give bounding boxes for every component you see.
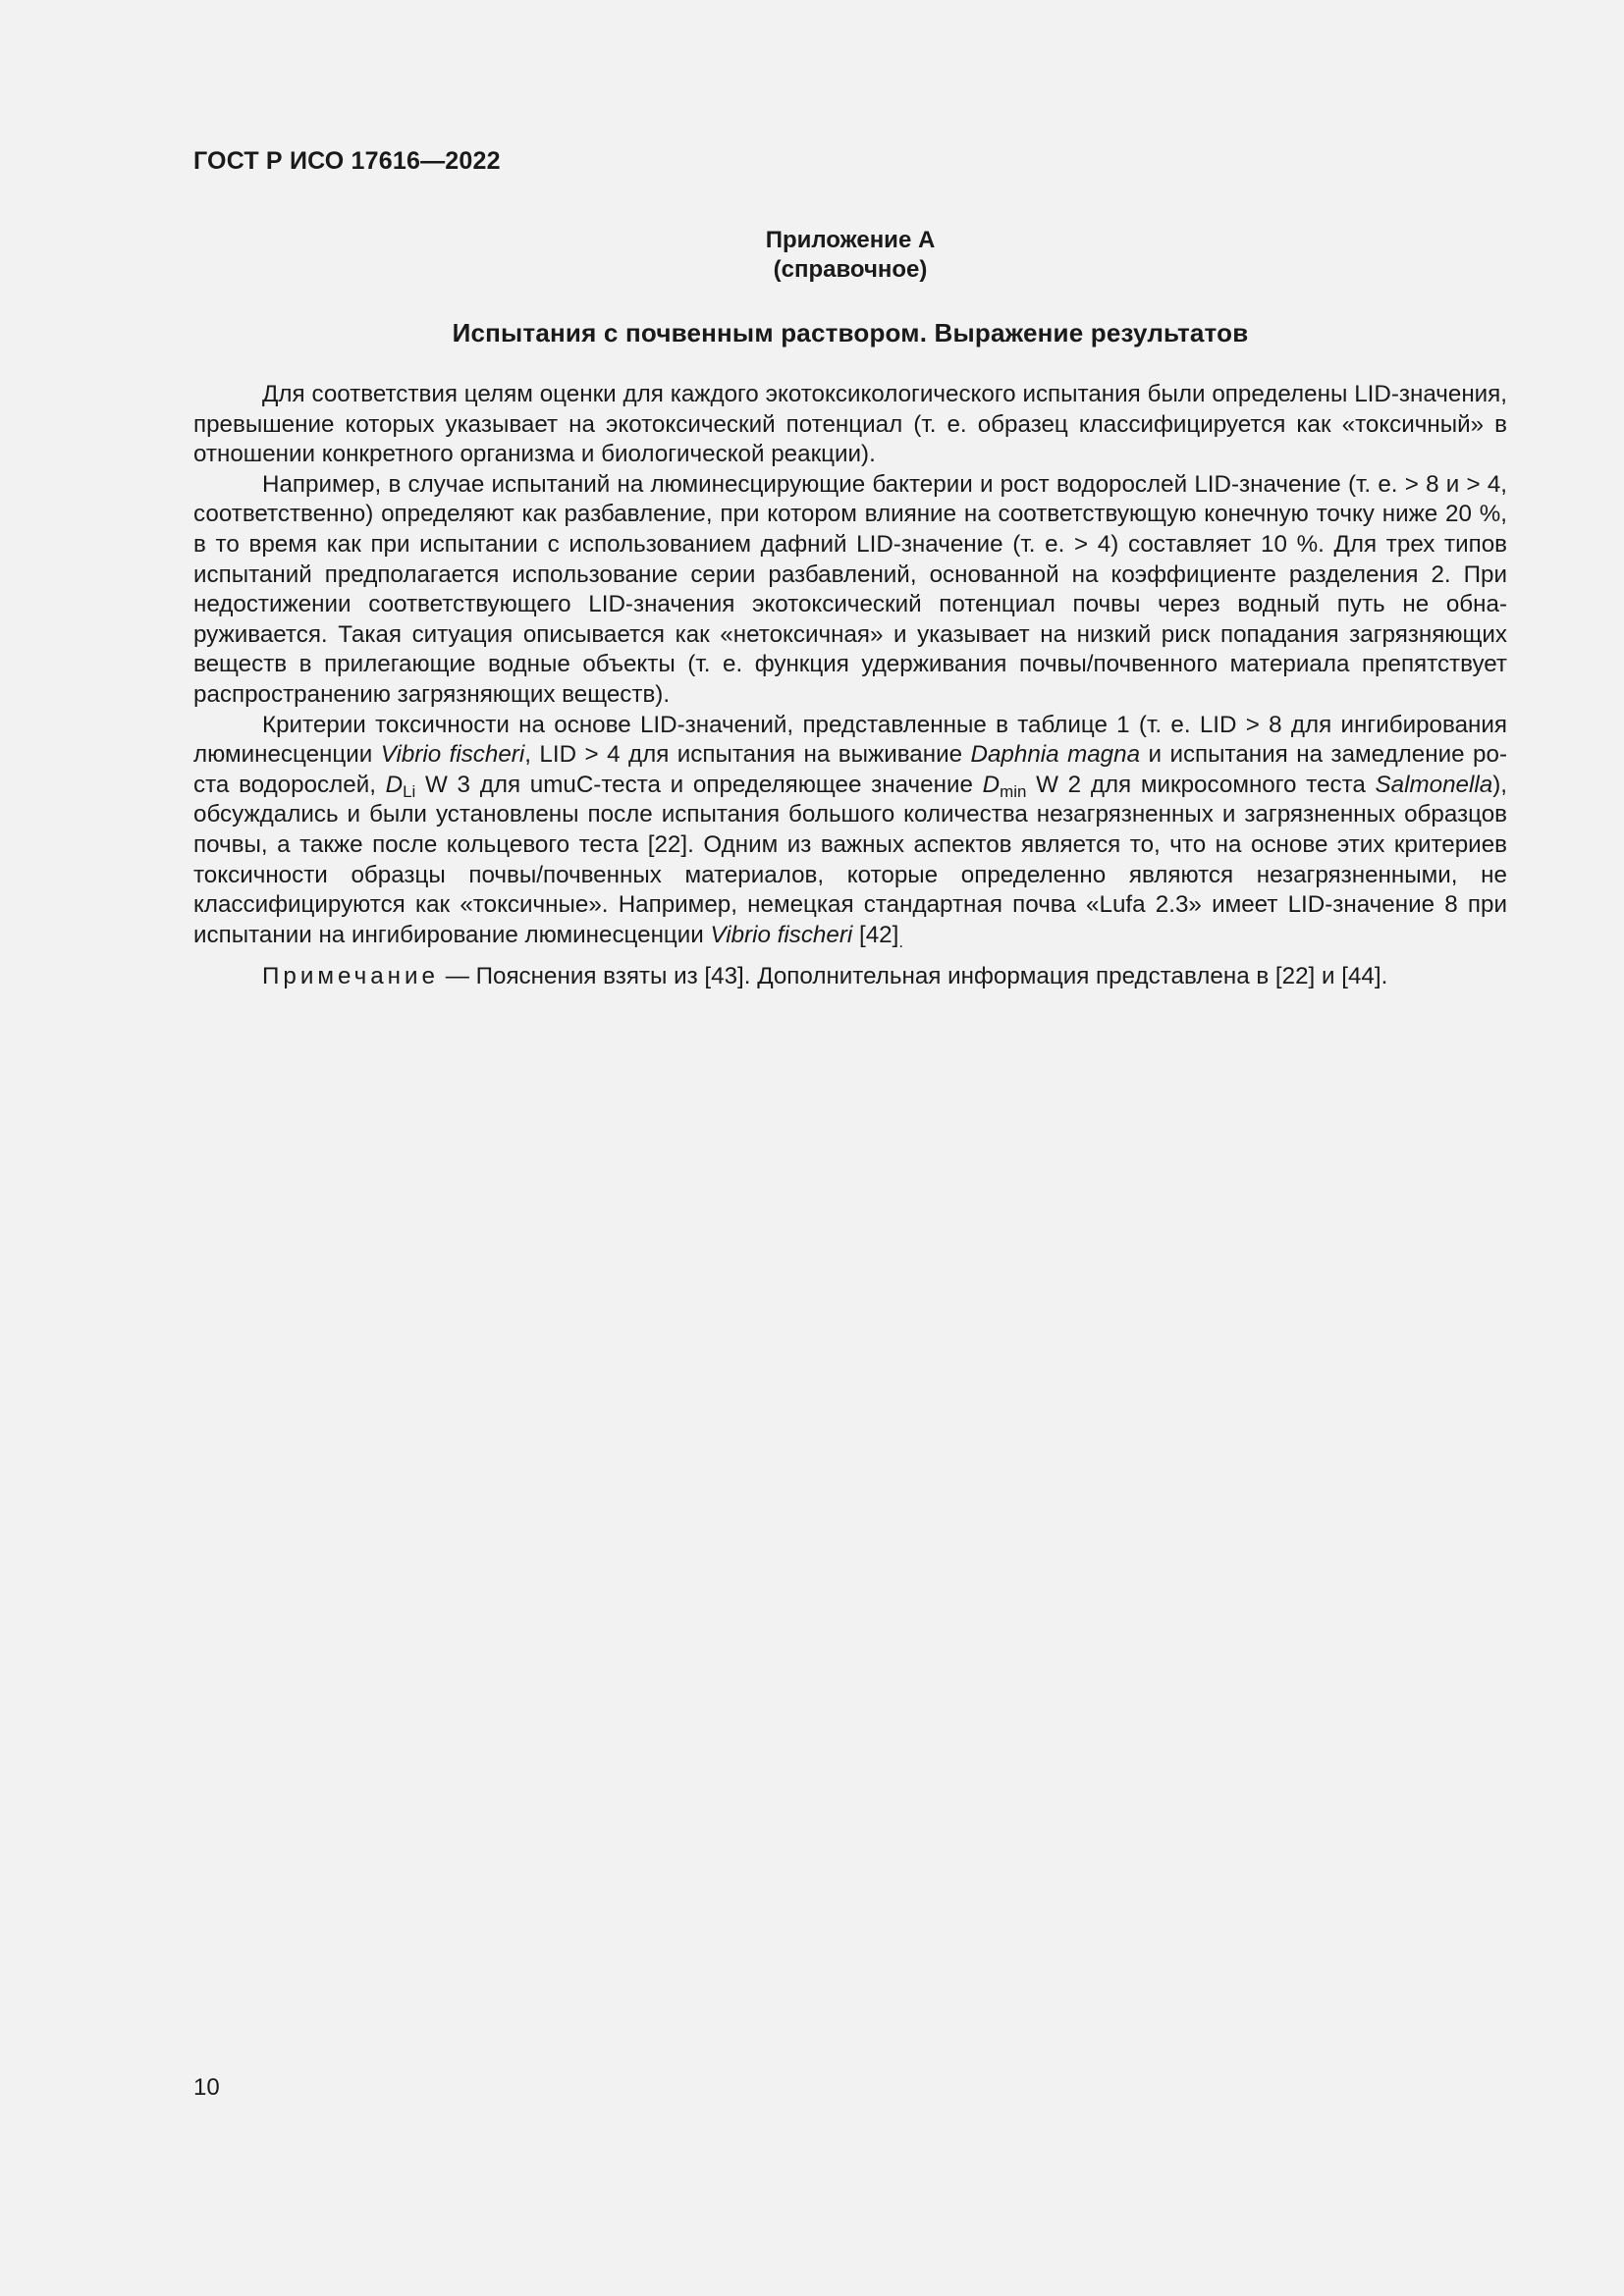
text-run: и испытания на замедление роста водорослей, [193,741,1507,798]
appendix-heading [193,226,1507,285]
body-text [193,380,1507,992]
species-name: Daphnia magna [970,741,1141,769]
text-run: Критерии токсичности на основе LID-значений, представленные в таблице 1 (т. е. LID > 8 для ингибирования люминесценции [193,711,1507,769]
species-name: Vibrio fischeri [380,741,525,769]
note [193,962,1507,992]
variable-symbol: D [982,771,1001,798]
document-code: ГОСТ Р ИСО 17616—2022 [193,147,501,175]
note-text: — Пояснения взяты из [43]. Дополнительная информация представлена в [22] и [44]. [439,963,1388,990]
species-name: Salmonella [1375,771,1493,798]
subscript-period: . [898,932,904,951]
section-title: Испытания с почвенным раствором. Выражение результатов [452,318,1249,347]
text-run: , LID > 4 для испытания на выживание [524,741,971,769]
paragraph-3 [193,711,1507,951]
subscript: min [1000,781,1027,801]
text-run: ), обсуждались и были установлены после испытания большого количества незагрязненных и загрязненных образцов почвы, а также после кольцевого теста [22]. Одним из важных аспектов является то, что на основе этих критериев токсичности образцы почвы/почвенных материалов, которые определенно являются незагрязненными, не классифицируются как «токсичные». Например, немецкая стандартная почва «Lufa 2.3» имеет LID-значение 8 при испытании на ингибирование люминесценции [193,771,1507,948]
variable-symbol: D [385,771,404,798]
text-run: W 3 для umuC-теста и определяющее значение [415,771,983,798]
text-run: W 2 для микросомного теста [1026,771,1376,798]
page-number: 10 [193,2074,220,2101]
subscript: Li [403,781,416,801]
paragraph-1: Для соответствия целям оценки для каждого экотоксикологического испытания были определены LID-значения, превышение которых указывает на экотоксический потенциал (т. е. образец классифицируется как «токсичный» в отношении конкретного организма и биологической реакции). [193,381,1507,468]
appendix-subtitle: (справочное) [773,256,928,283]
appendix-title: Приложение А [765,227,936,253]
species-name: Vibrio fischeri [710,921,853,948]
paragraph-2: Например, в случае испытаний на люминесцирующие бактерии и рост водорослей LID-значение (т. е. > 8 и > 4, соответственно) определяют как разбавление, при котором влияние на соответствующую конечную точку ниже 20 %, в то время как при испытании с использованием дафний LID-значение (т. е. > 4) составляет 10 %. Для трех типов испытаний предполагается использование серии разбавлений, основанной на коэффициенте разделения 2. При недостижении соответствующего LID-значения экотоксический потенциал почвы через водный путь не обнаруживается. Такая ситуация описывается как «нетоксичная» и указывает на низкий риск попадания загрязняющих веществ в прилегающие водные объекты (т. е. функция удерживания почвы/почвенного материала препятствует распространению загрязняющих веществ). [193,470,1507,708]
text-run: [42] [852,921,899,948]
note-label: Примечание [262,963,439,990]
